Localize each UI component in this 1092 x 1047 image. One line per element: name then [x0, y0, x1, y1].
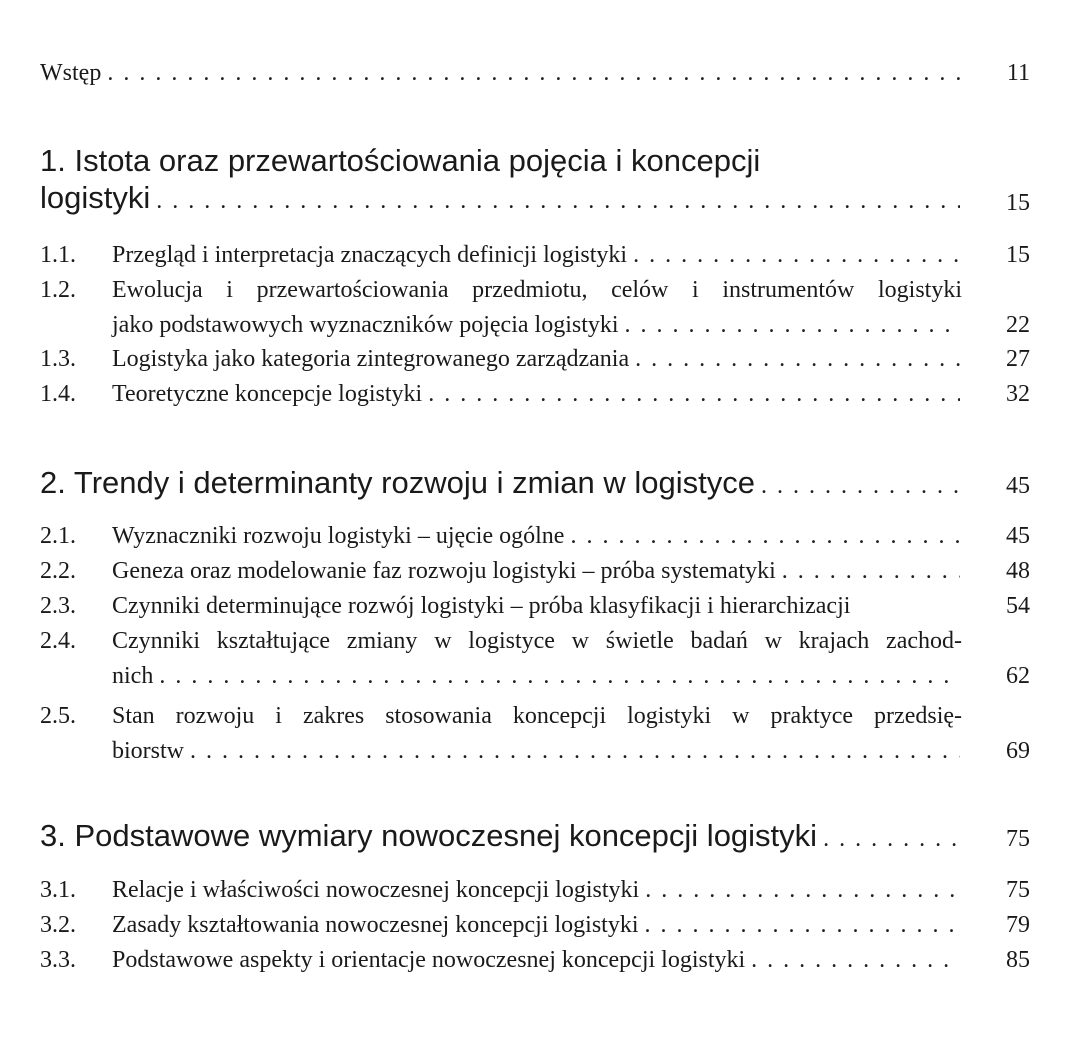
section-title: Wyznaczniki rozwoju logistyki – ujęcie ogólne: [112, 523, 565, 549]
leader-dots: [570, 523, 960, 550]
leader-dots: [645, 912, 960, 939]
section-number: 2.5.: [40, 703, 76, 729]
page-number: 45: [1006, 473, 1030, 499]
toc-entry-intro[interactable]: [0, 60, 1092, 100]
toc-entry-3-2[interactable]: [0, 912, 1092, 952]
section-title: Teoretyczne koncepcje logistyki: [112, 381, 423, 407]
section-number: 2.2.: [40, 558, 76, 584]
leader-dots: [645, 877, 960, 904]
chapter-1-title-line1[interactable]: [0, 143, 1092, 183]
leader-dots: [635, 346, 960, 373]
leader-dots: [751, 947, 960, 974]
toc-entry-3-1[interactable]: [0, 877, 1092, 917]
section-title-line2: biorstw: [112, 738, 184, 764]
section-title-line2: jako podstawowych wyznaczników pojęcia logistyki: [112, 312, 619, 338]
toc-entry-1-4[interactable]: [0, 381, 1092, 421]
section-number: 2.1.: [40, 523, 76, 549]
chapter-title: 3. Podstawowe wymiary nowoczesnej koncepcji logistyki: [40, 818, 818, 853]
page-number: 75: [1006, 877, 1030, 903]
page-number: 69: [1006, 738, 1030, 764]
section-number: 2.3.: [40, 593, 76, 619]
chapter-title: 1. Istota oraz przewartościowania pojęcia i koncepcji: [40, 143, 761, 178]
leader-dots: [625, 312, 960, 339]
toc-entry-3-3[interactable]: [0, 947, 1092, 987]
section-number: 1.3.: [40, 346, 76, 372]
section-number: 1.4.: [40, 381, 76, 407]
section-title: Czynniki determinujące rozwój logistyki – próba klasyfikacji i hierarchizacji: [112, 593, 851, 619]
page-number: 62: [1006, 663, 1030, 689]
page-number: 45: [1006, 523, 1030, 549]
leader-dots: [823, 826, 960, 853]
section-number: 3.2.: [40, 912, 76, 938]
chapter-3[interactable]: [0, 818, 1092, 858]
section-title-line1: Ewolucja i przewartościowania przedmiotu, celów i instrumentów logistyki: [112, 277, 962, 303]
entry-title: Wstęp: [40, 60, 102, 86]
section-title-line1: Stan rozwoju i zakres stosowania koncepcji logistyki w praktyce przedsię-: [112, 703, 962, 729]
page-number: 75: [1006, 826, 1030, 852]
section-title-line2: nich: [112, 663, 154, 689]
section-title: Podstawowe aspekty i orientacje nowoczesnej koncepcji logistyki: [112, 947, 746, 973]
leader-dots: [428, 381, 960, 408]
section-title: Relacje i właściwości nowoczesnej koncepcji logistyki: [112, 877, 640, 903]
toc-entry-2-3[interactable]: [0, 593, 1092, 633]
page-number: 15: [1006, 242, 1030, 268]
section-number: 3.3.: [40, 947, 76, 973]
leader-dots: [107, 60, 960, 87]
toc-entry-1-1[interactable]: [0, 242, 1092, 282]
leader-dots: [761, 473, 960, 500]
section-title: Logistyka jako kategoria zintegrowanego zarządzania: [112, 346, 630, 372]
section-number: 3.1.: [40, 877, 76, 903]
page-number: 27: [1006, 346, 1030, 372]
leader-dots: [159, 663, 960, 690]
section-title: Zasady kształtowania nowoczesnej koncepcji logistyki: [112, 912, 639, 938]
section-number: 2.4.: [40, 628, 76, 654]
toc-entry-2-1[interactable]: [0, 523, 1092, 563]
section-title: Geneza oraz modelowanie faz rozwoju logistyki – próba systematyki: [112, 558, 776, 584]
leader-dots: [782, 558, 960, 585]
leader-dots: [156, 188, 960, 215]
page-number: 54: [1006, 593, 1030, 619]
section-number: 1.1.: [40, 242, 76, 268]
page-number: 85: [1006, 947, 1030, 973]
page-number: 11: [1006, 60, 1030, 86]
chapter-2[interactable]: [0, 465, 1092, 505]
section-title-line1: Czynniki kształtujące zmiany w logistyce w świetle badań w krajach zachod-: [112, 628, 962, 654]
leader-dots: [633, 242, 960, 269]
toc-entry-2-2[interactable]: [0, 558, 1092, 598]
page-number: 15: [1006, 190, 1030, 216]
chapter-1-title-line2[interactable]: [0, 180, 1092, 220]
page-number: 48: [1006, 558, 1030, 584]
page-number: 32: [1006, 381, 1030, 407]
chapter-title-cont: logistyki: [40, 180, 151, 215]
leader-dots: [190, 738, 960, 765]
toc-entry-1-3[interactable]: [0, 346, 1092, 386]
chapter-title: 2. Trendy i determinanty rozwoju i zmian w logistyce: [40, 465, 756, 500]
page-number: 79: [1006, 912, 1030, 938]
section-title: Przegląd i interpretacja znaczących definicji logistyki: [112, 242, 628, 268]
section-number: 1.2.: [40, 277, 76, 303]
page-number: 22: [1006, 312, 1030, 338]
